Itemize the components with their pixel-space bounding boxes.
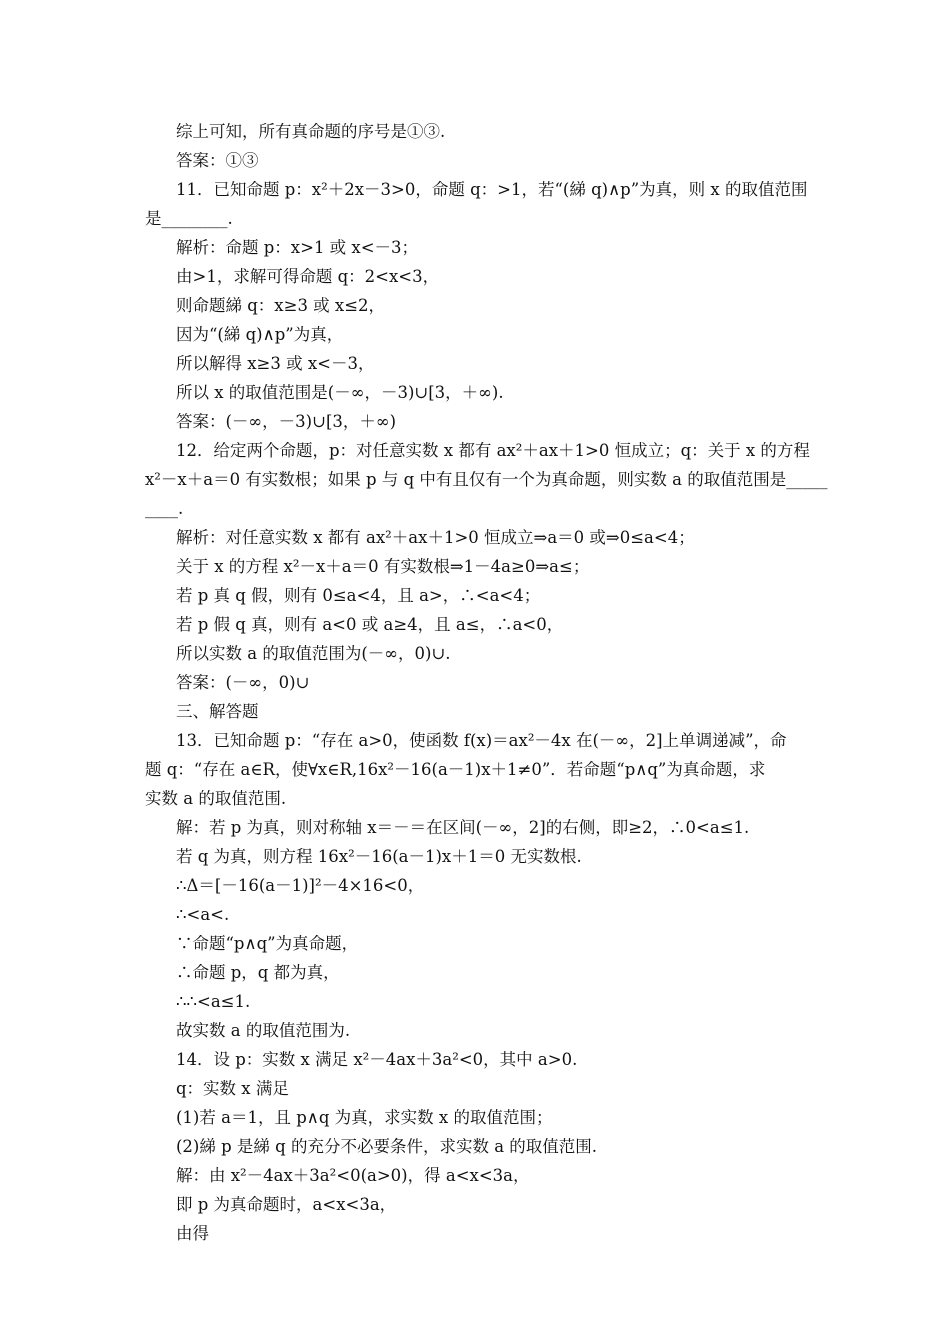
question-12: 12．给定两个命题，p：对任意实数 x 都有 ax²＋ax＋1>0 恒成立；q：关于 x 的方程	[176, 441, 810, 460]
text-line: ∴Δ＝[－16(a－1)]²－4×16<0，	[176, 876, 425, 895]
text-line: 由>1，求解可得命题 q：2<x<3，	[176, 267, 440, 286]
text-line: (2)綈 p 是綈 q 的充分不必要条件，求实数 a 的取值范围.	[176, 1137, 598, 1156]
text-line: 解析：对任意实数 x 都有 ax²＋ax＋1>0 恒成立⇒a＝0 或⇒0≤a<4；	[176, 528, 695, 547]
text-line: q：实数 x 满足	[176, 1079, 289, 1098]
text-line: 由得	[176, 1224, 209, 1243]
text-line: 因为“(綈 q)∧p”为真，	[176, 325, 344, 344]
text-line: 答案：(－∞，0)∪	[176, 673, 310, 692]
section-heading: 三、解答题	[176, 702, 259, 721]
text-line: 即 p 为真命题时，a<x<3a，	[176, 1195, 397, 1214]
text-line: 若 q 为真，则方程 16x²－16(a－1)x＋1＝0 无实数根.	[176, 847, 582, 866]
text-line: 实数 a 的取值范围.	[145, 789, 287, 808]
text-line: 解：若 p 为真，则对称轴 x＝－＝在区间(－∞，2]的右侧，即≥2，∴0<a≤1.	[176, 818, 750, 837]
text-line: 是________.	[145, 209, 233, 228]
text-line: 解：由 x²－4ax＋3a²<0(a>0)，得 a<x<3a，	[176, 1166, 530, 1185]
question-14: 14．设 p：实数 x 满足 x²－4ax＋3a²<0，其中 a>0.	[176, 1050, 578, 1069]
text-line: 答案：①③	[176, 151, 259, 170]
text-line: 解析：命题 p：x>1 或 x<－3；	[176, 238, 419, 257]
text-line: 所以解得 x≥3 或 x<－3，	[176, 354, 375, 373]
text-line: ∴命题 p，q 都为真，	[176, 963, 340, 982]
text-line: ∵命题“p∧q”为真命题，	[176, 934, 359, 953]
text-line: 题 q：“存在 a∈R，使∀x∈R,16x²－16(a－1)x＋1≠0”．若命题“p∧q”为真命题，求	[145, 760, 766, 779]
text-line: 若 p 假 q 真，则有 a<0 或 a≥4，且 a≤，∴a<0，	[176, 615, 564, 634]
text-line: 则命题綈 q：x≥3 或 x≤2，	[176, 296, 386, 315]
text-line: 所以 x 的取值范围是(－∞，－3)∪[3，＋∞).	[176, 383, 504, 402]
question-11: 11．已知命题 p：x²＋2x－3>0，命题 q：>1，若“(綈 q)∧p”为真，则 x 的取值范围	[176, 180, 808, 199]
text-line: 故实数 a 的取值范围为.	[176, 1021, 351, 1040]
text-line: (1)若 a＝1，且 p∧q 为真，求实数 x 的取值范围；	[176, 1108, 553, 1127]
text-line: x²－x＋a＝0 有实数根；如果 p 与 q 中有且仅有一个为真命题，则实数 a 的取值范围是_____	[145, 470, 828, 489]
text-line: 关于 x 的方程 x²－x＋a＝0 有实数根⇒1－4a≥0⇒a≤；	[176, 557, 590, 576]
text-line: 综上可知，所有真命题的序号是①③.	[176, 122, 446, 141]
text-line: 答案：(－∞，－3)∪[3，＋∞)	[176, 412, 397, 431]
text-line: 所以实数 a 的取值范围为(－∞，0)∪.	[176, 644, 451, 663]
question-13: 13．已知命题 p：“存在 a>0，使函数 f(x)＝ax²－4x 在(－∞，2]上单调递减”，命	[176, 731, 787, 750]
text-line: ____.	[145, 499, 184, 518]
text-line: ∴∴<a≤1.	[176, 992, 251, 1011]
text-line: 若 p 真 q 假，则有 0≤a<4，且 a>，∴<a<4；	[176, 586, 541, 605]
text-line: ∴<a<.	[176, 905, 230, 924]
